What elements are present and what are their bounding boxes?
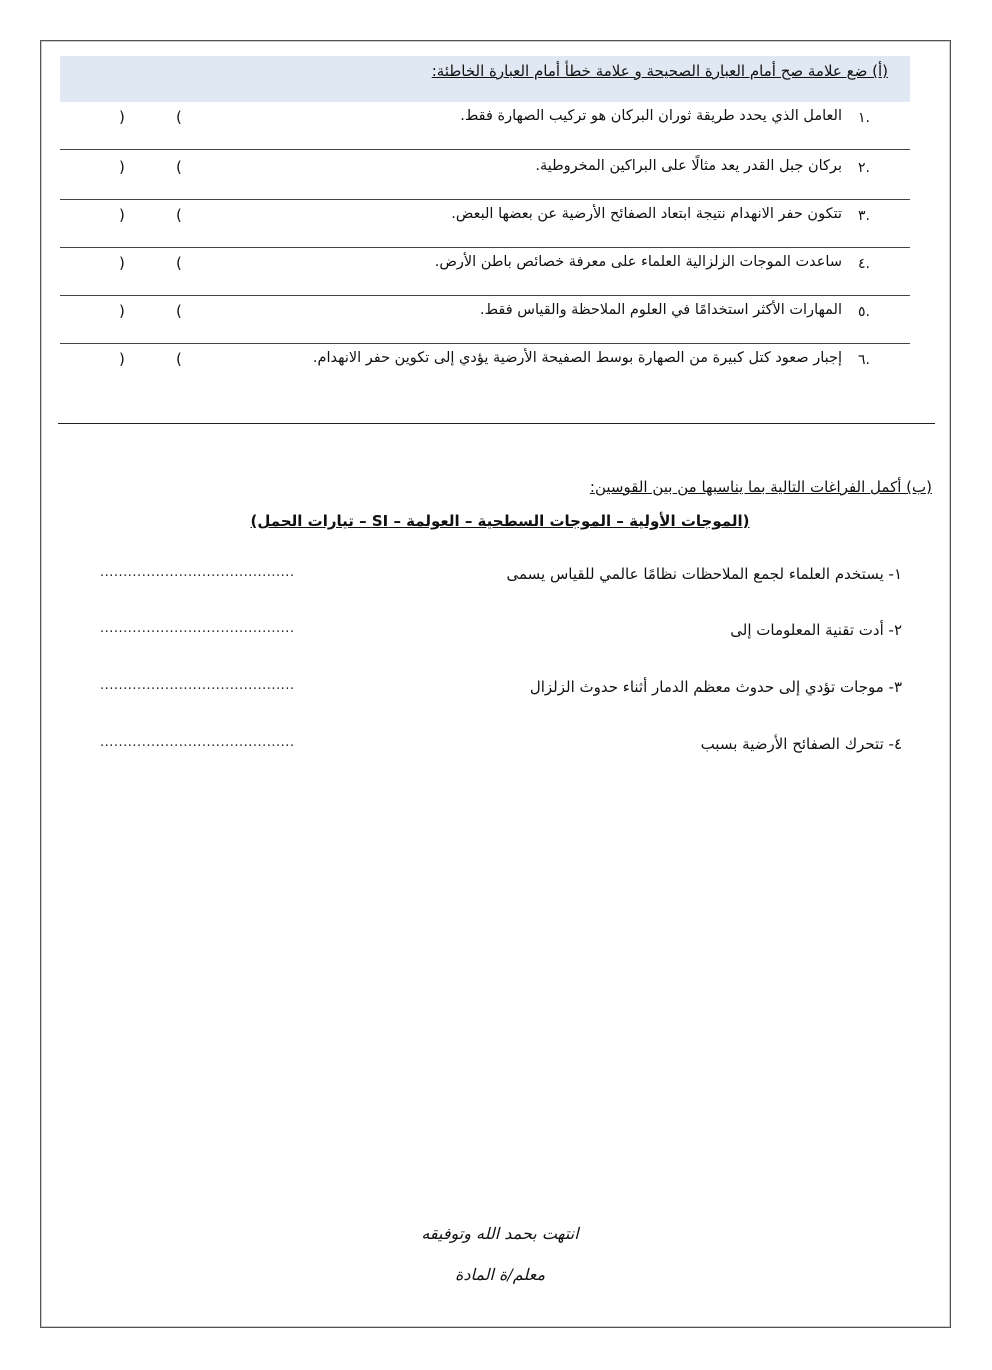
statement-text: ساعدت الموجات الزلزالية العلماء على معرفة خصائص باطن الأرض. [434,254,842,270]
answer-blank[interactable]: .......................................... [100,735,295,750]
statement-text: تتكون حفر الانهدام نتيجة ابتعاد الصفائح الأرضية عن بعضها البعض. [451,206,842,222]
true-false-row [60,102,910,150]
section-a-header [60,56,910,102]
item-number: .٣ [858,208,870,224]
answer-blank[interactable]: .......................................... [100,621,295,636]
answer-blank[interactable]: .......................................... [100,678,295,693]
fill-in-text: ٢- أدت تقنية المعلومات إلى [730,621,902,639]
section-a-title: (أ) ضع علامة صح أمام العبارة الصحيحة و علامة خطأ أمام العبارة الخاطئة: [431,62,888,80]
answer-paren-open: ( [176,350,182,368]
answer-paren-close: ) [119,350,125,368]
statement-text: المهارات الأكثر استخدامًا في العلوم الملاحظة والقياس فقط. [480,302,842,318]
fill-in-text: ٣- موجات تؤدي إلى حدوث معظم الدمار أثناء حدوث الزلزال [529,678,902,696]
true-false-row [60,344,910,392]
answer-paren-close: ) [119,302,125,320]
answer-paren-close: ) [119,254,125,272]
fill-in-row [60,619,910,649]
fill-in-text: ٤- تتحرك الصفائح الأرضية بسبب [700,735,902,753]
answer-paren-open: ( [176,254,182,272]
true-false-row [60,248,910,296]
item-number: .١ [858,110,870,126]
answer-paren-open: ( [176,206,182,224]
item-number: .٦ [858,352,870,368]
answer-paren-close: ) [119,108,125,126]
answer-paren-close: ) [119,206,125,224]
section-divider [58,423,935,424]
section-b-title: (ب) أكمل الفراغات التالية بما يناسبها من بين القوسين: [589,478,932,496]
teacher-signature-line: معلم/ة المادة [454,1265,546,1284]
answer-paren-open: ( [176,158,182,176]
fill-in-row [60,733,910,763]
statement-text: بركان جبل القدر يعد مثالًا على البراكين المخروطية. [535,158,842,174]
statement-text: العامل الذي يحدد طريقة ثوران البركان هو تركيب الصهارة فقط. [460,108,842,124]
answer-paren-open: ( [176,302,182,320]
fill-in-text: ١- يستخدم العلماء لجمع الملاحظات نظامًا عالمي للقياس يسمى [506,565,902,583]
fill-in-row [60,563,910,593]
fill-in-row [60,676,910,706]
item-number: .٢ [858,160,870,176]
word-bank: (الموجات الأولية – الموجات السطحية – العولمة – SI – تيارات الحمل) [250,512,750,530]
item-number: .٥ [858,304,870,320]
answer-paren-close: ) [119,158,125,176]
answer-paren-open: ( [176,108,182,126]
answer-blank[interactable]: .......................................... [100,565,295,580]
item-number: .٤ [858,256,870,272]
true-false-row [60,152,910,200]
closing-line: انتهت بحمد الله وتوفيقه [421,1224,579,1243]
true-false-row [60,296,910,344]
statement-text: إجبار صعود كتل كبيرة من الصهارة بوسط الصفيحة الأرضية يؤدي إلى تكوين حفر الانهدام. [312,350,842,366]
true-false-row [60,200,910,248]
